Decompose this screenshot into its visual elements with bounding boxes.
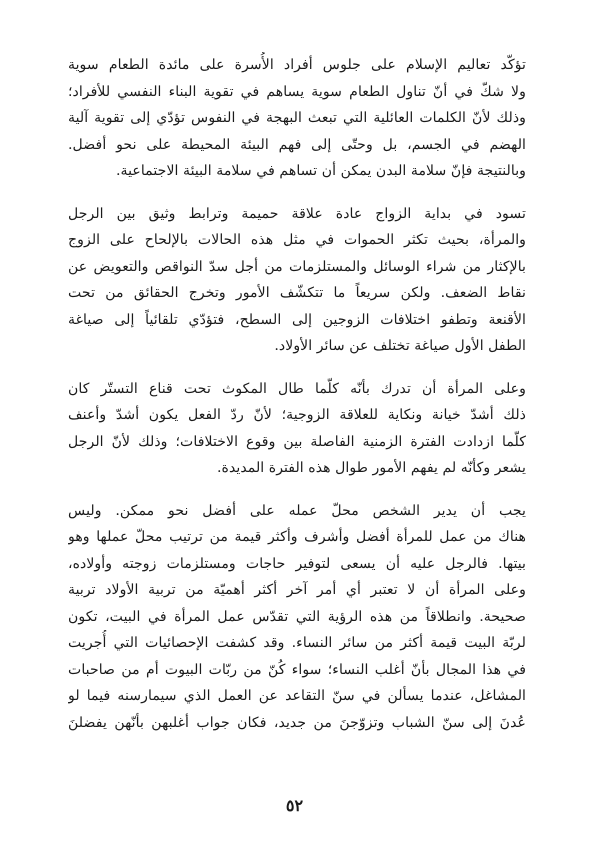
text-line: بالإكثار من شراء الوسائل والمستلزمات من أجل سدّ النواقص والتعويض عن bbox=[68, 258, 526, 275]
text-line: وذلك لأنّ الكلمات العائلية التي تبعث البهجة في النفوس تؤدّي إلى تقوية آلية bbox=[68, 110, 526, 126]
text-line: وعلى المرأة أن تدرك بأنّه كلّما طال المكوث تحت قناع التستّر كان bbox=[68, 380, 526, 397]
text-line: كلّما ازدادت الفترة الزمنية الفاصلة بين وقوع الاختلافات؛ وذلك لأنّ الرجل bbox=[68, 433, 526, 450]
text-line: هناك من عمل للمرأة أفضل وأشرف وأكثر قيمة من ترتيب محلّ عملها وهو bbox=[68, 529, 526, 545]
paragraph-3 bbox=[68, 376, 526, 482]
text-line: والمرأة، بحيث تكثر الحموات في مثل هذه الحالات بالإلحاح على الزوج bbox=[68, 232, 526, 248]
text-line: تسود في بداية الزواج عادة علاقة حميمة وترابط وثيق بين الرجل bbox=[68, 205, 526, 222]
text-line: الطفل الأول صياغة تختلف عن سائر الأولاد. bbox=[274, 338, 526, 354]
text-line: ذلك أشدّ خيانة ونكاية للعلاقة الزوجية؛ لأنّ ردّ الفعل يكون أشدّ وأعنف bbox=[68, 407, 526, 423]
text-line: يجب أن يدير الشخص محلّ عمله على أفضل نحو ممكن. وليس bbox=[68, 502, 526, 519]
page-number: ٥٢ bbox=[285, 796, 304, 815]
text-line: يشعر وكأنّه لم يفهم الأمور طوال هذه الفترة المديدة. bbox=[217, 460, 526, 476]
text-line: ولا شكّ في أنّ تناول الطعام سوية يساهم في تقوية البناء النفسي للأفراد؛ bbox=[68, 83, 526, 100]
text-line: لربّة البيت قيمة أكثر من سائر النساء. وقد كشفت الإحصائيات التي أُجريت bbox=[68, 635, 526, 651]
text-line: الهضم في الجسم، بل وحتّى إلى فهم البيئة المحيطة على نحو أفضل. bbox=[68, 136, 526, 153]
text-line: الأقنعة وتطفو اختلافات الزوجين إلى السطح، فتؤدّي تلقائياً إلى صياغة bbox=[68, 311, 526, 328]
text-line: وبالنتيجة فإنّ سلامة البدن يمكن أن تساهم في سلامة البيئة الاجتماعية. bbox=[116, 163, 526, 179]
text-line: بيتها. فالرجل عليه أن يسعى لتوفير حاجات ومستلزمات زوجته وأولاده، bbox=[68, 555, 526, 572]
text-line: تؤكّد تعاليم الإسلام على جلوس أفراد الأُسرة على مائدة الطعام سوية bbox=[68, 57, 526, 73]
text-line: في هذا المجال بأنّ أغلب النساء؛ سواء كُنّ من ربّات البيوت أم من صاحبات bbox=[68, 661, 526, 678]
text-line: المشاغل، عندما يسألن في سنّ التقاعد عن العمل الذي سيمارسنه فيما لو bbox=[68, 688, 526, 704]
text-line: عُدنَ إلى سنّ الشباب وتزوّجنَ من جديد، فكان جواب أغلبهن بأنّهن يفضلنَ bbox=[68, 714, 526, 731]
text-line: نقاط الضعف. ولكن سريعاً ما تتكشّف الأمور وتخرج الحقائق من تحت bbox=[68, 285, 526, 301]
paragraph-2 bbox=[68, 201, 526, 360]
paragraph-4 bbox=[68, 498, 526, 737]
text-line: وعلى المرأة أن لا تعتبر أي أمر آخر أكثر أهميّة من تربية الأولاد تربية bbox=[68, 582, 526, 598]
page-body bbox=[68, 52, 526, 752]
paragraph-1 bbox=[68, 52, 526, 185]
text-line: صحيحة. وانطلاقاً من هذه الرؤية التي تقدّس عمل المرأة في البيت، تكون bbox=[68, 608, 526, 625]
